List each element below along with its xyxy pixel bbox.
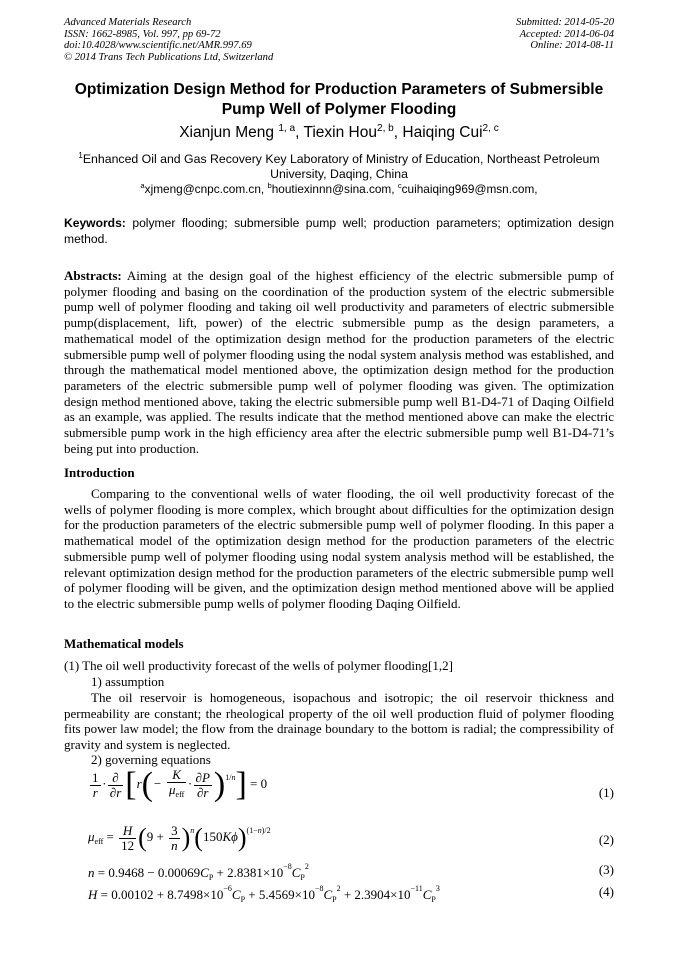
journal-name: Advanced Materials Research bbox=[64, 17, 192, 28]
affiliation-text: Enhanced Oil and Gas Recovery Key Laboratory of Ministry of Education, Northeast Petroleum University, Daqing, China bbox=[82, 152, 600, 181]
email-mark: b bbox=[267, 181, 272, 191]
journal-header-left bbox=[64, 17, 273, 63]
assumption-label: 1) assumption bbox=[91, 674, 165, 689]
paper-title: Optimization Design Method for Production Parameters of Submersible Pump Well of Polymer Flooding bbox=[74, 81, 604, 118]
equation-4: $H = 0.00102 + 8.7498\times 10^{-6}C_P + 5.4569\times 10^{-8}C_P^2 + 2.3904\times 10^{-11}C_P^3$ bbox=[88, 884, 440, 904]
author-list: Xianjun Meng $^{1, a}$, Tiexin Hou$^{2, b}$, Haiqing Cui$^{2, c}$ bbox=[179, 122, 499, 141]
abstract-text: Aiming at the design goal of the highest efficiency of the electric submersible pump of polymer flooding and basing on the coordination of the production system of the electric submersible pump well of polymer flooding and taking oil well productivity and parameters of electric submersible pump(displacement, lift, power) of the electric submersible pump as the design parameters, a mathematical model of the optimization design method for the production parameters of the electric submersible pump well of polymer flooding using the nodal system analysis method was established, and through the mathematical model mentioned above, the optimization design method for the production parameters of the electric submersible pump well of polymer flooding was given. The optimization design method mentioned above, taking the electric submersible pump well B1-D4-71 of Daqing Oilfield as an example, was applied. The results indicate that the method mentioned above can make the electric submersible pump work in the high efficiency area after the electric submersible pump well B1-D4-71’s being put into production. bbox=[64, 268, 614, 456]
issn-line: ISSN: 1662-8985, Vol. 997, pp 69-72 bbox=[64, 28, 221, 40]
assumption-paragraph: The oil reservoir is homogeneous, isopachous and isotropic; the oil reservoir thickness and permeability are constant; the rheological property of the oil well production fluid of polymer flooding fits power law model; the flow from the drainage boundary to the bottom is radial; the compressibility of gravity and system is neglected. bbox=[64, 690, 614, 753]
governing-equations-label: 2) governing equations bbox=[91, 752, 211, 767]
author-name: Tiexin Hou bbox=[303, 124, 377, 141]
equation-number: (1) bbox=[598, 785, 614, 800]
copyright-line: © 2014 Trans Tech Publications Ltd, Switzerland bbox=[64, 51, 274, 63]
email-address: houtiexinnn@sina.com, bbox=[271, 182, 395, 196]
email-mark: c bbox=[397, 181, 402, 191]
email-address: xjmeng@cnpc.com.cn, bbox=[144, 182, 265, 196]
equation-2: $\mu_{eff}$ = $\frac{H}{12}$ (9 + $\frac{3}{n}$ )$^n(150K\phi)^{(1-n)/2}$ bbox=[88, 822, 271, 853]
author-affiliation-mark: 2, c bbox=[482, 122, 499, 134]
author-affiliation-mark: 1, a bbox=[278, 122, 296, 134]
affiliation bbox=[70, 152, 608, 181]
introduction-paragraph: Comparing to the conventional wells of water flooding, the oil well productivity forecast of the wells of polymer flooding is more complex, which brought about difficulties for the optimization design for the production parameters of the electric submersible pump well of polymer flooding. In this paper a mathematical model of the optimization design method for the production parameters of the electric submersible pump well of polymer flooding using nodal system analysis method will be established, the relevant optimization design method for the production parameters of the electric submersible pump well of polymer flooding will be given, and the optimization design method mentioned above will be applied to the electric submersible pump wells of polymer flooding Daqing Oilfield. bbox=[64, 486, 614, 611]
submitted-date: Submitted: 2014-05-20 bbox=[516, 17, 614, 28]
introduction-heading: Introduction bbox=[64, 465, 135, 480]
email-address: cuihaiqing969@msn.com, bbox=[401, 182, 538, 196]
author-affiliation-mark: 2, b bbox=[376, 122, 394, 134]
abstract bbox=[64, 268, 614, 456]
keywords bbox=[64, 216, 614, 247]
author-emails bbox=[70, 182, 608, 196]
email-mark: a bbox=[140, 181, 145, 191]
equation-number: (4) bbox=[598, 884, 614, 899]
keywords-text: polymer flooding; submersible pump well; production parameters; optimization design method. bbox=[64, 216, 614, 246]
equation-number: (2) bbox=[598, 832, 614, 847]
math-models-heading: Mathematical models bbox=[64, 636, 184, 651]
abstract-label: Abstracts: bbox=[64, 268, 122, 283]
doi-line: doi:10.4028/www.scientific.net/AMR.997.69 bbox=[64, 40, 252, 52]
equation-1: $\frac{1}{r}$ · $\frac{\partial}{\partial r}$ [r(− $\frac{K}{\mu_{eff}}$ · $\frac{\partial P}{\partial r}$ )$^{1/n}$] = 0 bbox=[92, 766, 268, 803]
math-item-1: (1) The oil well productivity forecast of the wells of polymer flooding[1,2] bbox=[64, 658, 453, 673]
equation-number: (3) bbox=[598, 862, 614, 877]
author-name: Xianjun Meng bbox=[179, 124, 275, 141]
accepted-date: Accepted: 2014-06-04 bbox=[519, 28, 614, 40]
affiliation-mark: 1 bbox=[78, 150, 83, 160]
journal-header-right bbox=[516, 17, 614, 52]
author-name: Haiqing Cui bbox=[402, 124, 483, 141]
online-date: Online: 2014-08-11 bbox=[530, 40, 614, 52]
keywords-label: Keywords: bbox=[64, 216, 126, 230]
equation-3: $n = 0.9468 - 0.00069C_P + 2.8381\times 10^{-8}C_P^2$ bbox=[88, 862, 309, 882]
